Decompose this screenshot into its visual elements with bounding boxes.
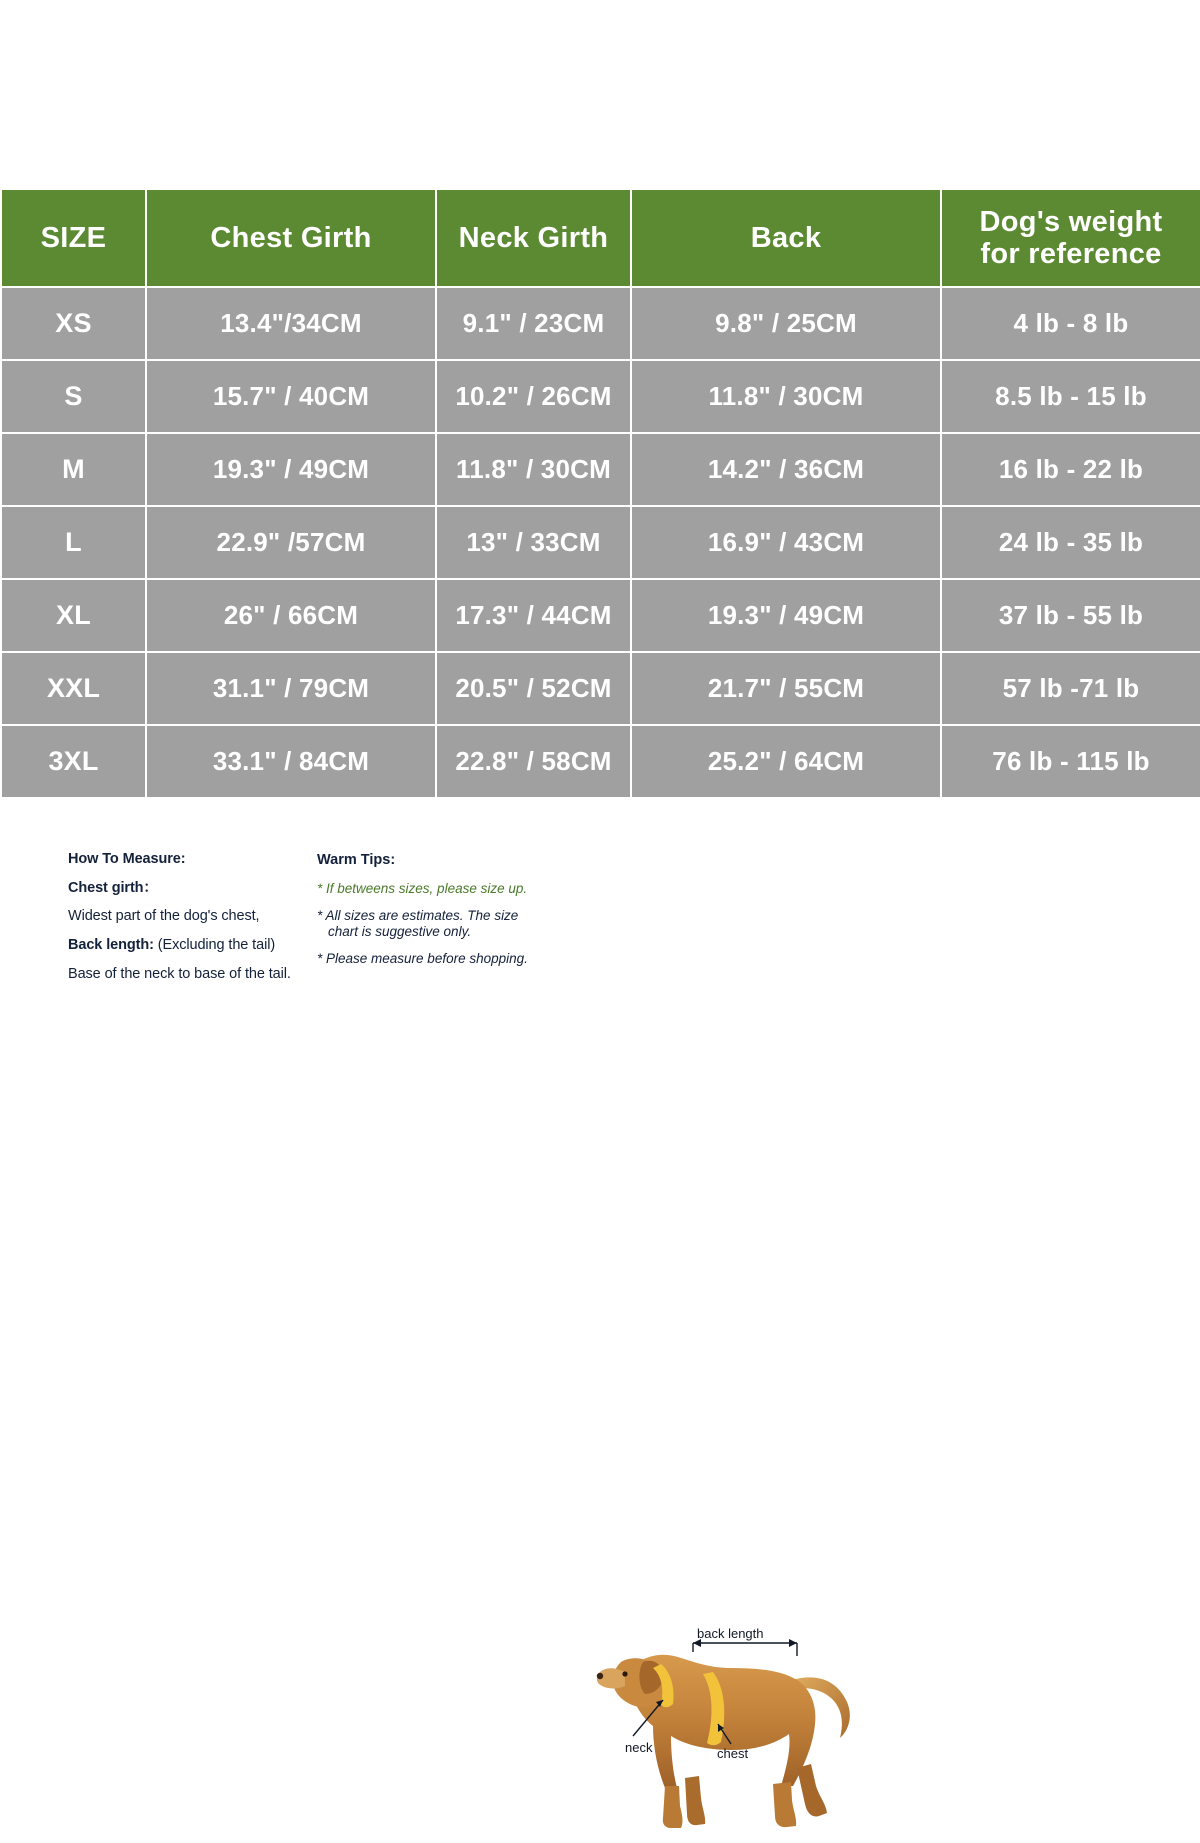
- column-header-size: SIZE: [1, 189, 146, 287]
- cell-size: L: [1, 506, 146, 579]
- cell-neck: 22.8" / 58CM: [436, 725, 631, 798]
- warm-tips-block: [317, 852, 572, 979]
- column-header-dogs-weight: [941, 189, 1200, 287]
- cell-size: XS: [1, 287, 146, 360]
- table-row: [1, 360, 1200, 433]
- info-band: [0, 810, 1200, 1761]
- table-row: [1, 433, 1200, 506]
- back-length-label-text: Back length:: [68, 936, 154, 953]
- column-header-neck-girth: Neck Girth: [436, 189, 631, 287]
- table-row: [1, 725, 1200, 798]
- cell-back: 19.3" / 49CM: [631, 579, 941, 652]
- dog-measurement-diagram: [585, 1618, 905, 1843]
- dog-illustration: [585, 1618, 905, 1843]
- diagram-label-back-length: back length: [697, 1626, 764, 1641]
- cell-back: 9.8" / 25CM: [631, 287, 941, 360]
- cell-chest: 19.3" / 49CM: [146, 433, 436, 506]
- table-body: [1, 287, 1200, 798]
- column-header-weight-line1: Dog's weight: [979, 205, 1163, 238]
- cell-back: 11.8" / 30CM: [631, 360, 941, 433]
- table-header: [1, 189, 1200, 287]
- warm-tip-2-line2: chart is suggestive only.: [328, 923, 472, 939]
- cell-size: 3XL: [1, 725, 146, 798]
- top-whitespace: [0, 0, 1200, 188]
- cell-back: 25.2" / 64CM: [631, 725, 941, 798]
- cell-weight: 4 lb - 8 lb: [941, 287, 1200, 360]
- how-to-measure-block: [68, 852, 318, 995]
- dog-front-leg-back: [685, 1776, 705, 1825]
- cell-chest: 13.4"/34CM: [146, 287, 436, 360]
- warm-tip-2-line1: * All sizes are estimates. The size: [317, 908, 519, 924]
- table-row: [1, 652, 1200, 725]
- cell-chest: 22.9" /57CM: [146, 506, 436, 579]
- warm-tip-1: * If betweens sizes, please size up.: [317, 881, 528, 896]
- table-row: [1, 506, 1200, 579]
- bottom-whitespace: [0, 1040, 1200, 1200]
- size-chart-table-wrap: [0, 188, 1200, 799]
- cell-weight: 37 lb - 55 lb: [941, 579, 1200, 652]
- cell-chest: 26" / 66CM: [146, 579, 436, 652]
- cell-weight: 24 lb - 35 lb: [941, 506, 1200, 579]
- cell-back: 14.2" / 36CM: [631, 433, 941, 506]
- column-header-chest-girth: Chest Girth: [146, 189, 436, 287]
- cell-weight: 76 lb - 115 lb: [941, 725, 1200, 798]
- dog-hind-leg-back: [797, 1764, 827, 1817]
- table-row: [1, 287, 1200, 360]
- dog-nose: [597, 1673, 603, 1679]
- chest-girth-description: Widest part of the dog's chest,: [68, 908, 260, 925]
- dog-hind-leg: [773, 1782, 796, 1827]
- cell-size: XXL: [1, 652, 146, 725]
- column-header-weight-line2: for reference: [980, 238, 1162, 270]
- dog-front-leg: [663, 1786, 683, 1828]
- cell-back: 16.9" / 43CM: [631, 506, 941, 579]
- cell-neck: 13" / 33CM: [436, 506, 631, 579]
- cell-neck: 11.8" / 30CM: [436, 433, 631, 506]
- cell-size: XL: [1, 579, 146, 652]
- warm-tips-title: Warm Tips:: [317, 852, 396, 868]
- cell-chest: 31.1" / 79CM: [146, 652, 436, 725]
- cell-chest: 15.7" / 40CM: [146, 360, 436, 433]
- size-chart-table: [0, 188, 1200, 799]
- cell-neck: 10.2" / 26CM: [436, 360, 631, 433]
- warm-tip-2: [317, 908, 572, 939]
- cell-chest: 33.1" / 84CM: [146, 725, 436, 798]
- cell-weight: 8.5 lb - 15 lb: [941, 360, 1200, 433]
- warm-tip-3: * Please measure before shopping.: [317, 951, 528, 967]
- cell-back: 21.7" / 55CM: [631, 652, 941, 725]
- chest-girth-label: Chest girth：: [68, 879, 158, 896]
- cell-weight: 57 lb -71 lb: [941, 652, 1200, 725]
- back-length-measure-line: [693, 1639, 797, 1656]
- back-length-note: (Excluding the tail): [157, 936, 276, 953]
- diagram-label-neck: neck: [625, 1740, 653, 1755]
- how-to-measure-title: How To Measure:: [68, 851, 186, 867]
- dog-eye: [622, 1671, 627, 1676]
- cell-size: M: [1, 433, 146, 506]
- back-length-label: [68, 938, 318, 954]
- back-length-description: Base of the neck to base of the tail.: [68, 965, 291, 982]
- table-row: [1, 579, 1200, 652]
- diagram-label-chest: chest: [717, 1746, 749, 1761]
- table-header-row: [1, 189, 1200, 287]
- cell-weight: 16 lb - 22 lb: [941, 433, 1200, 506]
- cell-size: S: [1, 360, 146, 433]
- column-header-back: Back: [631, 189, 941, 287]
- cell-neck: 20.5" / 52CM: [436, 652, 631, 725]
- cell-neck: 9.1" / 23CM: [436, 287, 631, 360]
- cell-neck: 17.3" / 44CM: [436, 579, 631, 652]
